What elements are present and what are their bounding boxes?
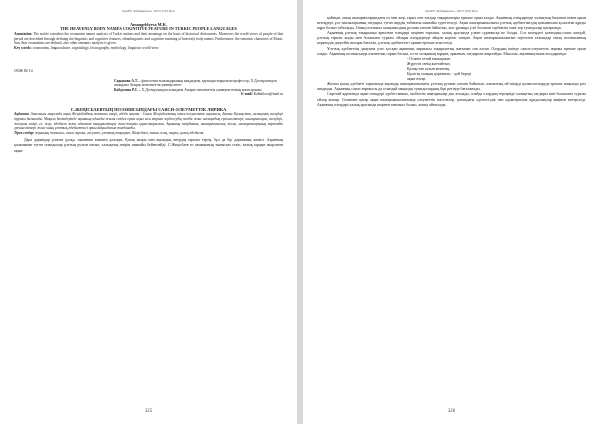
author-1-desc: филология ғылымдарының кандидаты, қауымдастырылған профессор, Х.Досмұхамедов атындағы Атырау мемлекеттік университеті — [114, 78, 277, 88]
author-en: Amangeldyeva M.K. — [130, 22, 167, 27]
poem-line: ақын өлеңі. — [407, 77, 427, 82]
keywords-en — [14, 46, 283, 51]
body-paragraph-3: Ұлттық әдебиеттің дамуына үлес қосқан ақынның лирикасы тақырыптық жағынан сан алуан. Олардың ішінде саяси-әлеуметтік лирика ерекше орын алады. Ақынның поэзиясында азаматтық сарын басым, ол өз халқының мұңын, арманын, тағдырын жырлайды. Мысалы, ақынның мына жолдарында: — [317, 46, 586, 56]
body-paragraph-5: Сырттай қарағанда ақын өлеңдері әдеби-сыншы, шабытты шығармалар деп аталады, алайда олардың тереңінде халықтың тағдыры мен болашағы туралы ойлар жатыр. Сонымен қатар ақын шығармашылығында әлеуметтік мәселелер, қоғамдағы әділетсіздік пен адамгершілік құндылықтар кеңінен көтеріледі. Ақынның өлеңдері халық арасында кеңінен танымал болып, жатқа айтылады. — [317, 92, 586, 107]
poem-line: Қазақстан алтын мекенің, — [407, 66, 450, 71]
running-head-left: ҚазҰУ Хабаршысы. 2023 (59) бет — [122, 9, 175, 13]
body-paragraph-4: Жалпы қазақ әдебиеті тарихында ақындар шығармашылығы ұлттың рухани әлемін байытып, азаматтық ой-пікірді қалыптастыруда ерекше маңызды рөл атқарады. Ақынның саяси лирикасы да осындай маңызды туындылардың бірі ретінде бағаланады. — [317, 82, 586, 92]
author-2-name: Кабдолова Р.С. – — [114, 87, 141, 92]
author-info — [14, 79, 283, 97]
left-page — [0, 0, 297, 424]
annotation — [14, 112, 283, 130]
keywords-text: cosmonims, linguoculture, cognitology, lexicography, mythology, linguistic world view. — [32, 45, 160, 50]
title-en: THE HEAVENLY BODY NAMES COGNITIVE FEATURE IN TURKIC PEOPLE LANGUAGES — [60, 26, 237, 31]
poem — [317, 57, 586, 82]
udk-code: ӘОЖ 82-14 — [14, 68, 33, 73]
abstract-text: The article considers the cosmonim names analysis of Turkic nations and their meanings on the basis of historical dictionaries. Moreover, the world views of people of that period are described through defining the linguistic and cognitive features, ethnolinguistic and cognitive meaning of heavenly body names. Furthermore, the semantic characters of Moon, Sun, Star cosmonims are defined, also other semantic analysis is given. — [14, 31, 284, 46]
author-1 — [114, 79, 283, 88]
keywords-label: Key words: — [14, 45, 32, 50]
article-title: С.ЖЕҢІСБАЕВТЫҢ ПОЭЗИЯСЫНДАҒЫ САЯСИ-ӘЛЕУМЕТТІК ЛИРИКА — [70, 106, 227, 112]
key-words-kz-label: Тірек сөздер: — [14, 130, 35, 135]
email-line — [114, 92, 283, 97]
english-summary — [14, 22, 283, 51]
poem-line: - Отанға оттай ғашықпын, — [407, 56, 451, 61]
email-label: E-mail: — [241, 92, 253, 97]
page-number-right: 326 — [447, 409, 456, 414]
poem-line: Бірлігің халқың қорғанып, - дей береді — [407, 72, 472, 77]
author-1-name: Садыкова А.Т. – — [114, 78, 141, 83]
email-value: Kabdolova@mail.ru — [253, 92, 283, 97]
running-head-right: ҚазҰУ Хабаршысы. 2023 (59) бет — [425, 9, 478, 13]
body-paragraph-1: қайтқан, оның шығармаларындағы ел мен жер, тарих пен тағдыр тақырыптары ерекше орын алады. Ақынның өлеңдерінде халықтың басынан өткен қиын кезеңдері, ұлт зиялыларының тағдыры, туған жердің табиғаты шынайы суреттеледі. Ақын шығармашылығы ұлттық әдебиетіміздің қазынасына қосылған құнды мұра болып табылады. Оның поэзиясы халқымыздың рухани әлемін байытып, жас ұрпаққа үлгі болатын тәрбиелік мәні зор туындылар қатарында. — [317, 16, 586, 31]
key-words-kz-text: ақынның поэзиясы, саяси лирика, әлеумет, ұлттық тақырып, Жеңісбаев, заман, өлең, тарих, қазақ әдебиеті. — [35, 130, 205, 135]
right-page-content — [317, 16, 586, 108]
annotation-text: Аталмыш мақалада ақын Жеңісбайдың поэзиясы өнері, әдеби ағымы - Саяси Жеңісбаевтың саяси-әлеуметтік лирикасы, Батыс-Қазақстан, халықтық өлеңдері туралы бағынады. Мақала бөлімдерінде ақынның адамды жылы сөзбен еркін ақыл мен тарихи зерделеудің тілдік және мазмұндық ерекшеліктері, шығармалары, өлеңдері, жазушы өмірі, ел, жер, әдебиет және адамзат тақырыптары жан-жақты қарастырылған. Ақынның өмірбаяны, шығармашылық жолы, шығармаларының көркемдік ерекшеліктері және оның ұлттық әдебиеттегі орны айқындалып талданады. — [14, 112, 283, 131]
body-paragraph-left: Дара дарындар ұлтпен ұлтқа, заманнан заманға ұласқан, Қазақ жыры мен ақындық өнердің тарихы терең, бұл да бір дарынның жемісі. Ақынның қаламынан туған туындылар ұлттың рухын оятып, халықтың өмірін шынайы бейнелейді. С.Жеңісбаев өз заманының тынысын сезіп, халық мұңын жырлаған ақын. — [14, 138, 283, 153]
author-2-desc: Х.Досмұхамедов атындағы Атырау мемлекеттік университетінің магистранты — [141, 87, 262, 92]
poem-line: Жүрегін сенің жаттайтын, — [407, 61, 451, 66]
annotation-label: Аңдатпа. — [14, 112, 30, 117]
abstract-en — [14, 32, 283, 46]
page-number-left: 325 — [144, 409, 153, 414]
body-paragraph-2: Ақынның ұлттық тақырыпқа арналған өлеңдері кеңінен таралып, халық арасында үлкен сұранысқа ие болды. Сол кезеңдегі қоғамдық-саяси жағдай, ұлттың тарихи жады мен болашағы туралы ойлары өлеңдерінде айқын көрініс тапқан. Ақын шығармашылығын зерттеген ғалымдар оның поэзиясының көркемдік деңгейін жоғары бағалап, ұлттық әдебиеттегі орнын ерекше атап өтеді. — [317, 31, 586, 46]
abstract-label: Annotation. — [14, 31, 33, 36]
right-page — [303, 0, 600, 424]
